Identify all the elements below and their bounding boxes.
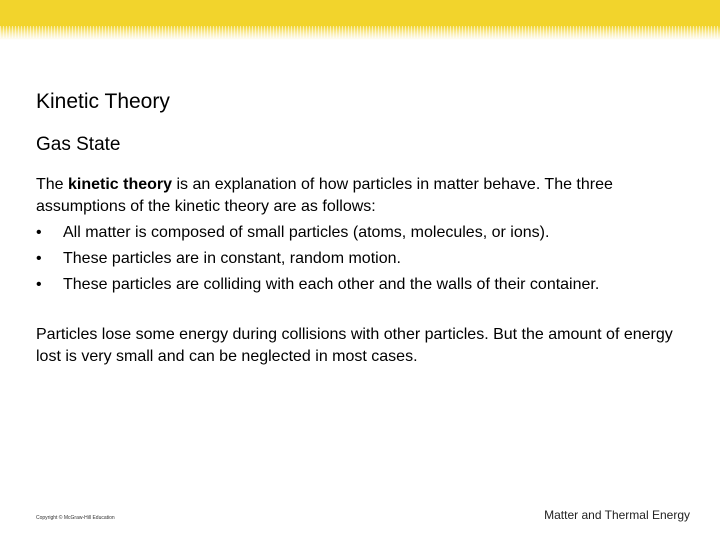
bullet-text: These particles are in constant, random motion.: [63, 250, 401, 267]
bullet-marker: •: [36, 250, 42, 267]
slide-subtitle: Gas State: [36, 134, 121, 155]
slide-title: Kinetic Theory: [36, 90, 170, 113]
intro-lead: The: [36, 176, 69, 193]
footer-section-title: Matter and Thermal Energy: [544, 508, 690, 522]
list-item: [36, 222, 696, 248]
list-item: [36, 274, 696, 300]
top-color-band: [0, 0, 720, 40]
bullet-text: All matter is composed of small particles (atoms, molecules, or ions).: [63, 224, 550, 241]
bullet-text: These particles are colliding with each other and the walls of their container.: [63, 276, 600, 293]
bullet-marker: •: [36, 224, 42, 241]
copyright-notice: Copyright © McGraw-Hill Education: [36, 515, 115, 521]
assumptions-list: [36, 222, 696, 300]
list-item: [36, 248, 696, 274]
intro-rest: is an explanation of how particles in matter behave. The three assumptions of the kinetic theory are as follows:: [36, 176, 613, 215]
bullet-marker: •: [36, 276, 42, 293]
energy-paragraph: Particles lose some energy during collisions with other particles. But the amount of energy lost is very small and can be neglected in most cases.: [36, 326, 673, 365]
intro-paragraph: [36, 174, 686, 218]
intro-term: kinetic theory: [68, 176, 173, 193]
